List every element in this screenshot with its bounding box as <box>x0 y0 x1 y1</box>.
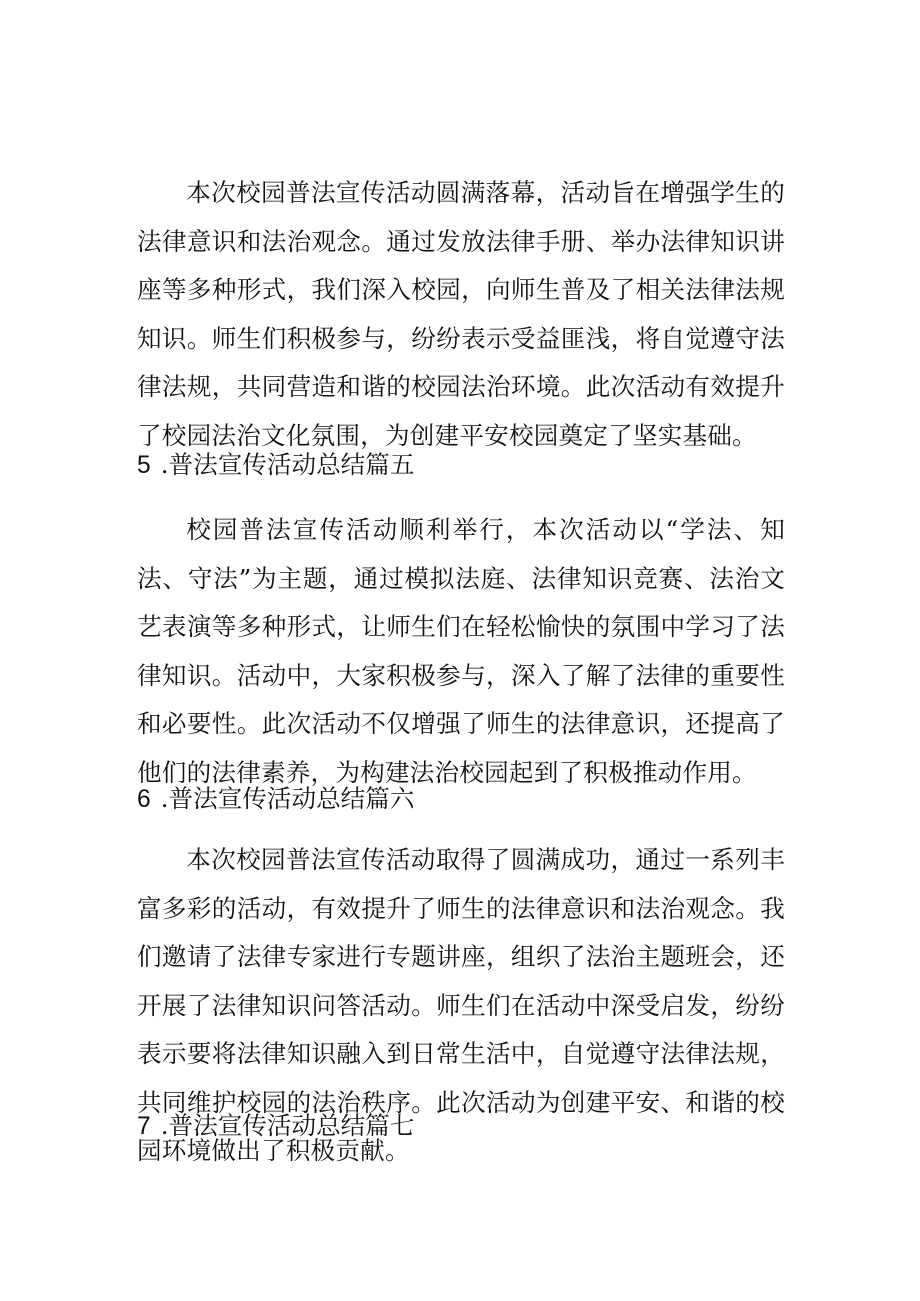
section-title: .普法宣传活动总结篇五 <box>160 450 415 479</box>
section-title: .普法宣传活动总结篇七 <box>160 1111 415 1140</box>
section-number: 6 <box>137 786 151 813</box>
paragraph-5: 校园普法宣传活动顺利举行，本次活动以“学法、知法、守法”为主题，通过模拟法庭、法律知识竞赛、法治文艺表演等多种形式，让师生们在轻松愉快的氛围中学习了法律知识。活动中，大家积极参与，深入了解了法律的重要性和必要性。此次活动不仅增强了师生的法律意识，还提高了他们的法律素养，为构建法治校园起到了积极推动作用。 <box>137 515 785 787</box>
section-number: 5 <box>137 452 151 479</box>
section-number: 7 <box>137 1113 151 1140</box>
section-heading-7 <box>137 1110 785 1143</box>
paragraph-1: 本次校园普法宣传活动圆满落幕，活动旨在增强学生的法律意识和法治观念。通过发放法律手册、举办法律知识讲座等多种形式，我们深入校园，向师生普及了相关法律法规知识。师生们积极参与，纷纷表示受益匪浅，将自觉遵守法律法规，共同营造和谐的校园法治环境。此次活动有效提升了校园法治文化氛围，为创建平安校园奠定了坚实基础。 <box>137 178 785 450</box>
paragraph-6: 本次校园普法宣传活动取得了圆满成功，通过一系列丰富多彩的活动，有效提升了师生的法律意识和法治观念。我们邀请了法律专家进行专题讲座，组织了法治主题班会，还开展了法律知识问答活动。师生们在活动中深受启发，纷纷表示要将法律知识融入到日常生活中，自觉遵守法律法规，共同维护校园的法治秩序。此次活动为创建平安、和谐的校园环境做出了积极贡献。 <box>137 845 785 1165</box>
section-title: .普法宣传活动总结篇六 <box>160 784 415 813</box>
section-heading-6 <box>137 783 785 816</box>
section-heading-5 <box>137 449 785 482</box>
